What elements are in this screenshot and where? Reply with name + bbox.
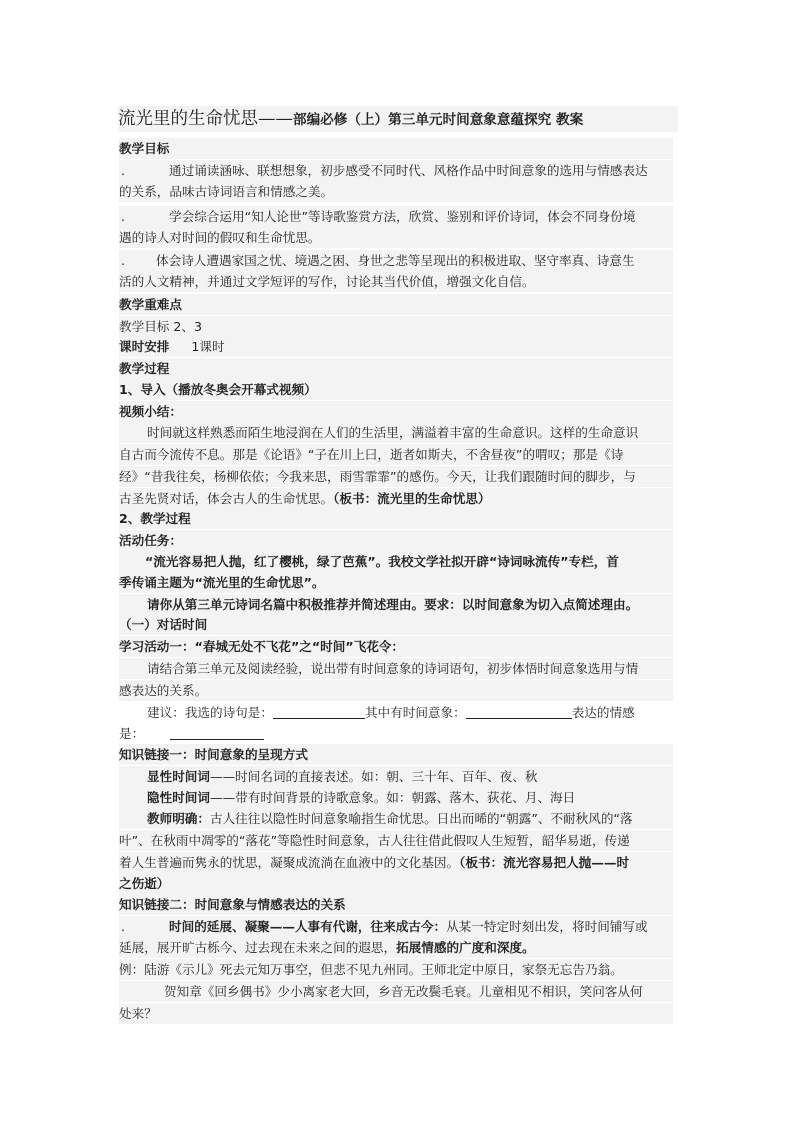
suggestion-line-2: [119, 723, 673, 744]
objective-1-text: 通过诵读涵咏、联想想象，初步感受不同时代、风格作品中时间意象的选用与情感表达: [169, 163, 648, 178]
objectives-heading: 教学目标: [119, 138, 673, 159]
implicit-text: ——带有时间背景的诗歌意象。如：朝露、落木、荻花、月、海日: [209, 790, 576, 805]
schedule-value: 1课时: [191, 339, 225, 354]
teacher-line-1: [119, 808, 673, 829]
activity-1-heading: 学习活动一：“春城无处不飞花”之“时间”飞花令：: [119, 636, 673, 657]
link-2-heading: 知识链接二：时间意象与情感表达的关系: [119, 894, 673, 915]
activity-1-line-1: 请结合第三单元及阅读经验，说出带有时间意象的诗词语句，初步体悟时间意象选用与情: [119, 658, 673, 679]
schedule-line: [119, 336, 673, 357]
suggestion-line: [119, 702, 673, 723]
link-2-bullet: .: [121, 919, 126, 934]
link-1-heading: 知识链接一：时间意象的呈现方式: [119, 744, 673, 765]
implicit-line: [119, 787, 673, 808]
objective-1-line2: 的关系，品味古诗词语言和情感之美。: [119, 181, 673, 202]
objective-1-line1: [119, 160, 673, 181]
verse-blank[interactable]: [273, 703, 365, 719]
teacher-line-4: 之伤逝）: [119, 873, 673, 894]
task-line-2: 季传诵主题为“流光里的生命忧思”。: [119, 572, 673, 593]
document-title: [118, 106, 678, 132]
objective-1-bullet: .: [121, 163, 126, 178]
suggestion-image-label: 其中有时间意象：: [364, 705, 466, 720]
section-1-heading: （一）对话时间: [119, 614, 673, 635]
suggestion-emotion-suffix: 是：: [119, 726, 145, 741]
task-line-1: “流光容易把人抛，红了樱桃，绿了芭蕉”。我校文学社拟开辟“诗词咏流传”专栏，首: [119, 551, 673, 572]
keypoints-heading: 教学重难点: [119, 294, 673, 315]
link-2-point-line-1: [119, 916, 673, 937]
task-heading: 活动任务：: [119, 530, 673, 551]
part2-heading: 2、教学过程: [119, 508, 673, 529]
objective-2-text: 学会综合运用“知人论世”等诗歌鉴赏方法，欣赏、鉴别和评价诗词，体会不同身份境: [169, 209, 636, 224]
process-heading: 教学过程: [119, 358, 673, 379]
objective-2-bullet: .: [121, 209, 126, 224]
suggestion-emotion-label: 表达的情感: [571, 705, 635, 720]
explicit-text: ——时间名词的直接表述。如：朝、三十年、百年、夜、秋: [209, 769, 538, 784]
intro-heading: 1、导入（播放冬奥会开幕式视频）: [119, 379, 673, 400]
summary-board: （板书：流光里的生命忧思）: [333, 491, 491, 506]
summary-line-1: 时间就这样熟悉而陌生地浸润在人们的生活里，满溢着丰富的生命意识。这样的生命意识: [119, 422, 673, 443]
objective-2-line2: 遇的诗人对时间的假叹和生命忧思。: [119, 227, 673, 248]
schedule-label: 课时安排: [119, 339, 170, 354]
suggestion-verse-label: 建议：我选的诗句是：: [147, 705, 273, 720]
teacher-text-1: 古人往往以隐性时间意象喻指生命忧思。日出而晞的“朝露”、不耐秋风的“落: [209, 811, 633, 826]
link-2-point-title: 时间的延展、凝聚——人事有代谢，往来成古今：: [169, 919, 447, 934]
task-line-3: 请你从第三单元诗词名篇中积极推荐并简述理由。要求：以时间意象为切入点简述理由。: [119, 594, 673, 615]
implicit-label: 隐性时间词: [147, 790, 210, 805]
explicit-line: [119, 766, 673, 787]
teacher-board: （板书：流光容易把人抛——时: [459, 855, 630, 870]
objective-3-text: 体会诗人遭遇家国之忧、境遇之困、身世之悲等呈现出的积极进取、坚守率真、诗意生: [156, 253, 635, 268]
explicit-label: 显性时间词: [147, 769, 210, 784]
summary-line-2: 自古而今流传不息。那是《论语》“子在川上曰，逝者如斯夫，不舍昼夜”的喟叹；那是《诗: [119, 444, 673, 465]
link-2-point-line-2: [119, 937, 673, 958]
keypoints-text: 教学目标 2、3: [119, 316, 673, 337]
summary-last: 古圣先贤对话，体会古人的生命忧思。: [119, 491, 334, 506]
link-2-point-text-2: 延展，展开旷古栎今、过去现在未来之间的遐思，: [119, 940, 397, 955]
teacher-text-3: 着人生普遍而隽永的忧思，凝聚成流淌在血液中的文化基因。: [119, 855, 460, 870]
emotion-blank[interactable]: [170, 724, 264, 740]
summary-line-3: 经》“昔我往矣，杨柳依依；今我来思，雨雪霏霏”的感伤。今天，让我们跟随时间的脚步，与: [119, 466, 673, 487]
objective-3-line2: 活的人文精神，并通过文学短评的写作，讨论其当代价值，增强文化自信。: [119, 271, 673, 292]
objective-2-line1: [119, 206, 673, 227]
link-2-point-text: 从某一特定时刻出发，将时间铺写或: [446, 919, 648, 934]
teacher-line-3: [119, 852, 673, 873]
link-2-point-emphasis: 拓展情感的广度和深度。: [396, 940, 535, 955]
example-2-line-1: 贺知章《回乡偶书》少小离家老大回，乡音无改鬓毛衰。儿童相见不相识，笑问客从何: [119, 981, 673, 1002]
activity-1-line-2: 感表达的关系。: [119, 680, 673, 701]
title-subtitle: 部编必修（上）第三单元时间意象意蕴探究 教案: [293, 112, 584, 128]
image-blank[interactable]: [466, 703, 572, 719]
example-2-line-2: 处来？: [119, 1003, 673, 1024]
example-1: 例：陆游《示儿》死去元知万事空，但悲不见九州同。王师北定中原日，家祭无忘告乃翁。: [119, 959, 673, 980]
summary-heading: 视频小结：: [119, 401, 673, 422]
summary-line-4: [119, 488, 673, 509]
objective-3-line1: [119, 250, 673, 271]
objective-3-bullet: .: [121, 253, 126, 268]
teacher-label: 教师明确：: [147, 811, 210, 826]
teacher-line-2: 叶”、在秋雨中凋零的“落花”等隐性时间意象，古人往往借此假叹人生短暂，韶华易逝，传递: [119, 830, 673, 851]
title-main: 流光里的生命忧思——: [118, 109, 293, 129]
